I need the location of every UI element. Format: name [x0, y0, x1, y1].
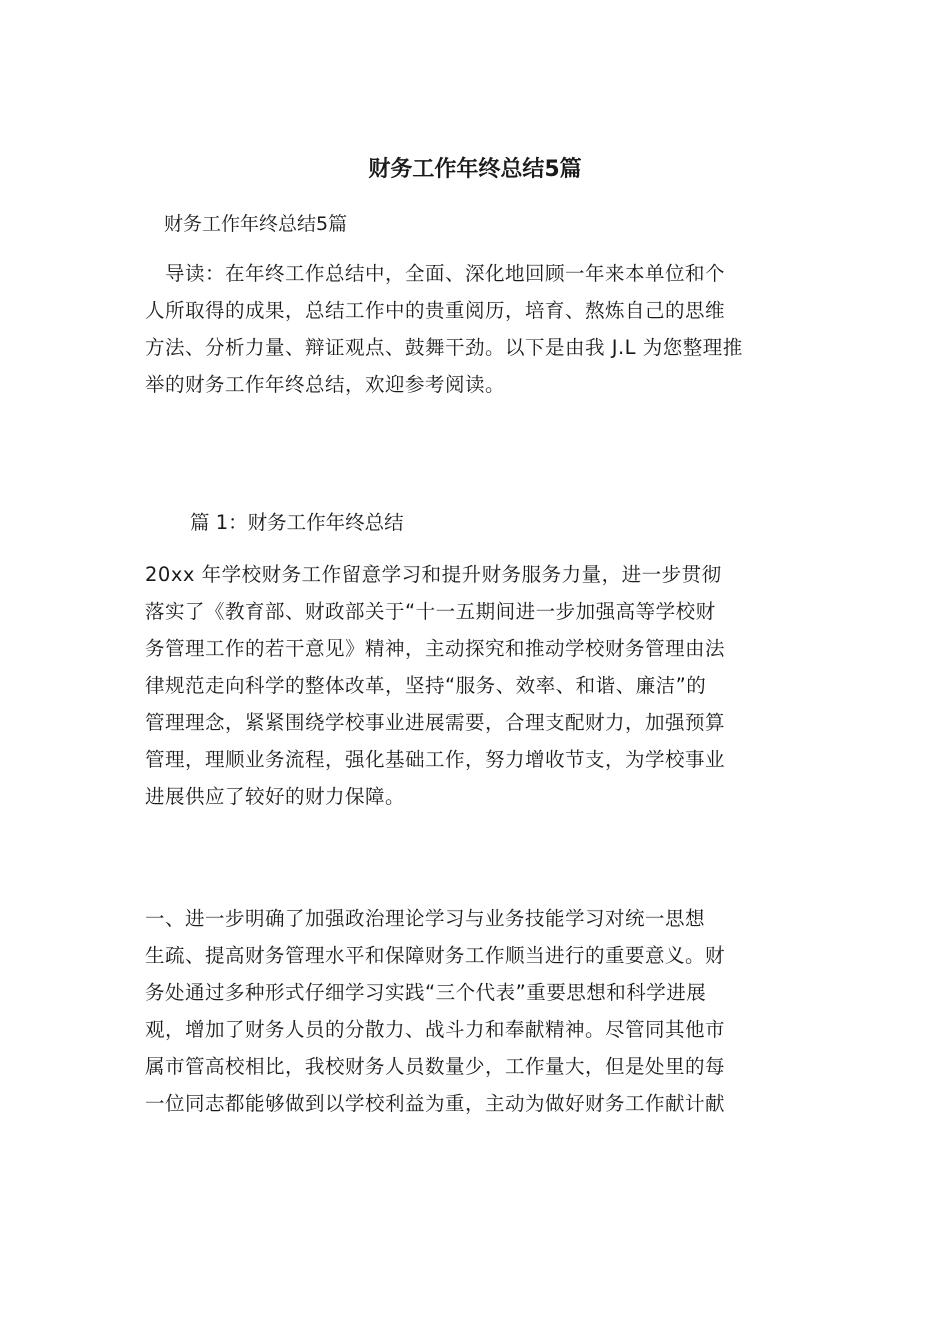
- text-line: 方法、分析力量、辩证观点、鼓舞干劲。以下是由我 J.L 为您整理推: [145, 336, 743, 359]
- text-line: 生疏、提高财务管理水平和保障财务工作顺当进行的重要意义。财: [145, 944, 726, 967]
- text-line: 导读：在年终工作总结中，全面、深化地回顾一年来本单位和个: [145, 262, 726, 285]
- intro-paragraph: [145, 255, 807, 403]
- text-line: 观，增加了财务人员的分散力、战斗力和奉献精神。尽管同其他市: [145, 1018, 726, 1041]
- text-line: 20xx 年学校财务工作留意学习和提升财务服务力量，进一步贯彻: [145, 563, 722, 586]
- document-subtitle: 财务工作年终总结5篇: [164, 213, 348, 235]
- text-line: 务处通过多种形式仔细学习实践“三个代表”重要思想和科学进展: [145, 981, 707, 1004]
- body-paragraph-1: [145, 556, 807, 815]
- text-line: 管理理念，紧紧围绕学校事业进展需要，合理支配财力，加强预算: [145, 711, 726, 734]
- text-line: 务管理工作的若干意见》精神，主动探究和推动学校财务管理由法: [145, 637, 726, 660]
- text-line: 律规范走向科学的整体改革，坚持“服务、效率、和谐、廉洁”的: [145, 674, 707, 697]
- text-line: 进展供应了较好的财力保障。: [145, 785, 406, 808]
- body-paragraph-2: [145, 900, 807, 1122]
- text-line: 属市管高校相比，我校财务人员数量少，工作量大，但是处里的每: [145, 1055, 726, 1078]
- section-heading: 篇 1：财务工作年终总结: [190, 511, 404, 534]
- document-title: 财务工作年终总结5篇: [368, 157, 582, 182]
- text-line: 人所取得的成果，总结工作中的贵重阅历，培育、熬炼自己的思维: [145, 299, 726, 322]
- text-line: 一位同志都能够做到以学校利益为重，主动为做好财务工作献计献: [145, 1092, 726, 1115]
- text-line: 举的财务工作年终总结，欢迎参考阅读。: [145, 373, 506, 396]
- text-line: 一、进一步明确了加强政治理论学习与业务技能学习对统一思想: [145, 907, 706, 930]
- text-line: 落实了《教育部、财政部关于“十一五期间进一步加强高等学校财: [145, 600, 716, 623]
- text-line: 管理，理顺业务流程，强化基础工作，努力增收节支，为学校事业: [145, 748, 726, 771]
